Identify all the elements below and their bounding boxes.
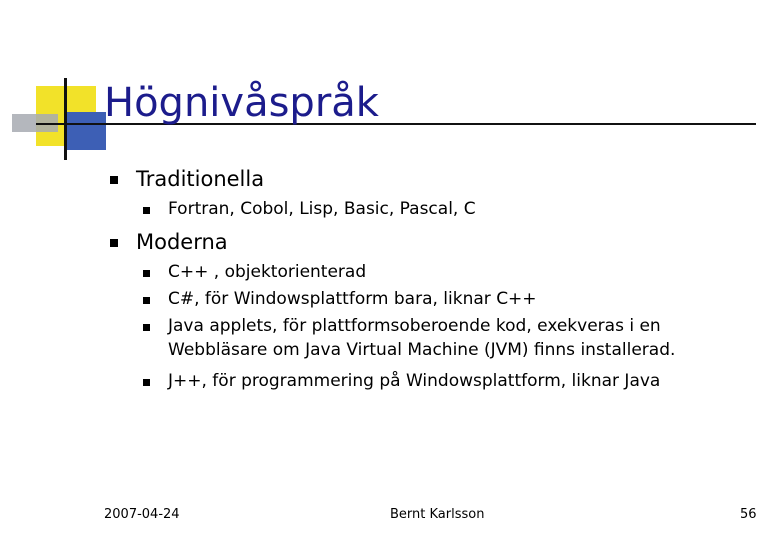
sub-bullet-java-line2: Webbläsare om Java Virtual Machine (JVM) finns installerad. [168, 340, 676, 360]
footer-page-number: 56 [740, 507, 757, 522]
sub-bullet-marker [143, 379, 150, 386]
footer-date: 2007-04-24 [104, 507, 180, 522]
bullet-marker [110, 239, 118, 247]
sub-bullet-marker [143, 297, 150, 304]
logo-vertical-line [64, 78, 67, 160]
sub-bullet-jpp: J++, för programmering på Windowsplattform, liknar Java [168, 371, 661, 391]
sub-bullet-marker [143, 324, 150, 331]
sub-bullet-marker [143, 270, 150, 277]
logo-blue-square [66, 112, 106, 150]
sub-bullet-csharp: C#, för Windowsplattform bara, liknar C++ [168, 289, 537, 309]
sub-bullet-marker [143, 207, 150, 214]
sub-bullet-languages: Fortran, Cobol, Lisp, Basic, Pascal, C [168, 199, 476, 219]
slide-title: Högnivåspråk [104, 80, 379, 126]
bullet-traditionella: Traditionella [136, 167, 265, 191]
sub-bullet-cpp: C++ , objektorienterad [168, 262, 367, 282]
footer-author: Bernt Karlsson [390, 507, 485, 522]
sub-bullet-java-line1: Java applets, för plattformsoberoende kod, exekveras i en [168, 316, 661, 336]
bullet-moderna: Moderna [136, 230, 228, 254]
bullet-marker [110, 176, 118, 184]
